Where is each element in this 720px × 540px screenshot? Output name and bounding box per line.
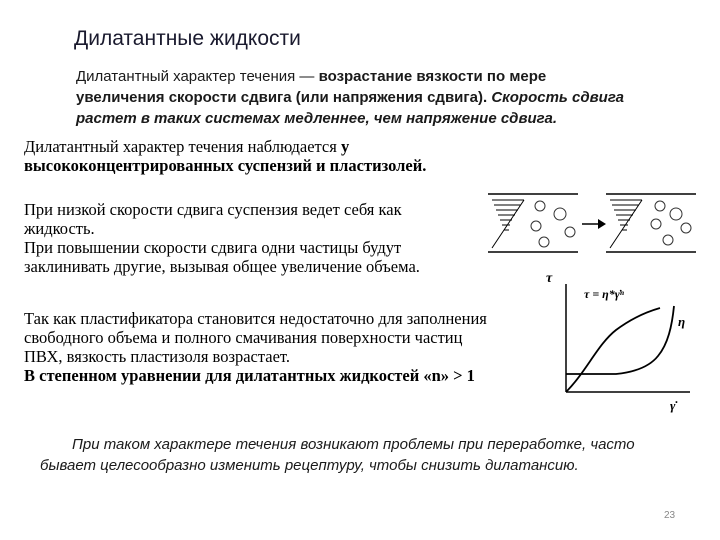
dispersed-particles	[531, 201, 575, 247]
paragraph-low-shear	[24, 200, 420, 276]
p2-line-4: заклинивать другие, вызывая общее увеличение объема.	[24, 257, 420, 276]
paragraph-dilatant-occurrence	[24, 137, 426, 175]
footer-note	[40, 434, 680, 476]
eta-curve-label: η	[678, 314, 686, 329]
slide-title: Дилатантные жидкости	[74, 27, 301, 50]
jammed-particles	[651, 201, 691, 245]
viscosity-curve	[566, 306, 674, 374]
shear-particles-illustration	[488, 192, 588, 256]
p3-line-1: Так как пластификатора становится недостаточно для заполнения	[24, 309, 487, 328]
p1-line-1-plain: Дилатантный характер течения наблюдается	[24, 137, 341, 156]
p1-line-1-bold: у	[340, 137, 350, 156]
arrow-right-icon	[582, 218, 606, 230]
shear-stress-curve	[566, 308, 660, 392]
intro-line-2-italic: Скорость сдвига	[487, 89, 624, 106]
intro-line-1-bold: возрастание вязкости по мере	[318, 68, 547, 85]
intro-line-3: растет в таких системах медленнее, чем напряжение сдвига.	[76, 110, 557, 127]
velocity-profile-arrows	[492, 200, 524, 248]
intro-line-1	[76, 66, 666, 87]
p2-line-2: жидкость.	[24, 219, 95, 238]
p2-line-1: При низкой скорости сдвига суспензия ведет себя как	[24, 200, 402, 219]
paragraph-plasticizer	[24, 309, 487, 385]
page-number: 23	[664, 510, 676, 521]
shear-particles-illustration-high-rate	[606, 192, 706, 256]
p3-line-2: свободного объема и полного смачивания поверхности частиц	[24, 328, 463, 347]
p3-line-4-power-law: В степенном уравнении для дилатантных жидкостей «n» > 1	[24, 366, 475, 385]
footer-line-2: бывает целесообразно изменить рецептуру, чтобы снизить дилатансию.	[40, 457, 579, 474]
tau-axis-label: τ	[546, 271, 553, 286]
p1-line-1	[24, 137, 426, 156]
flow-curve-diagram	[540, 268, 700, 418]
p2-line-3: При повышении скорости сдвига одни частицы будут	[24, 238, 402, 257]
intro-paragraph	[76, 66, 666, 129]
intro-line-1-plain: Дилатантный характер течения —	[76, 68, 319, 85]
velocity-profile-arrows	[610, 200, 642, 248]
p3-line-3: ПВХ, вязкость пластизоля возрастает.	[24, 347, 291, 366]
power-law-equation: τ = η*γ̇ⁿ	[584, 287, 624, 301]
intro-line-2	[76, 87, 666, 108]
gamma-dot-axis-label: γ̇	[670, 398, 676, 413]
intro-line-2-bold: увеличения скорости сдвига (или напряжения сдвига).	[76, 89, 488, 106]
p1-line-2: высококонцентрированных суспензий и пластизолей.	[24, 156, 427, 175]
footer-line-1: При таком характере течения возникают проблемы при переработке, часто	[72, 436, 635, 453]
